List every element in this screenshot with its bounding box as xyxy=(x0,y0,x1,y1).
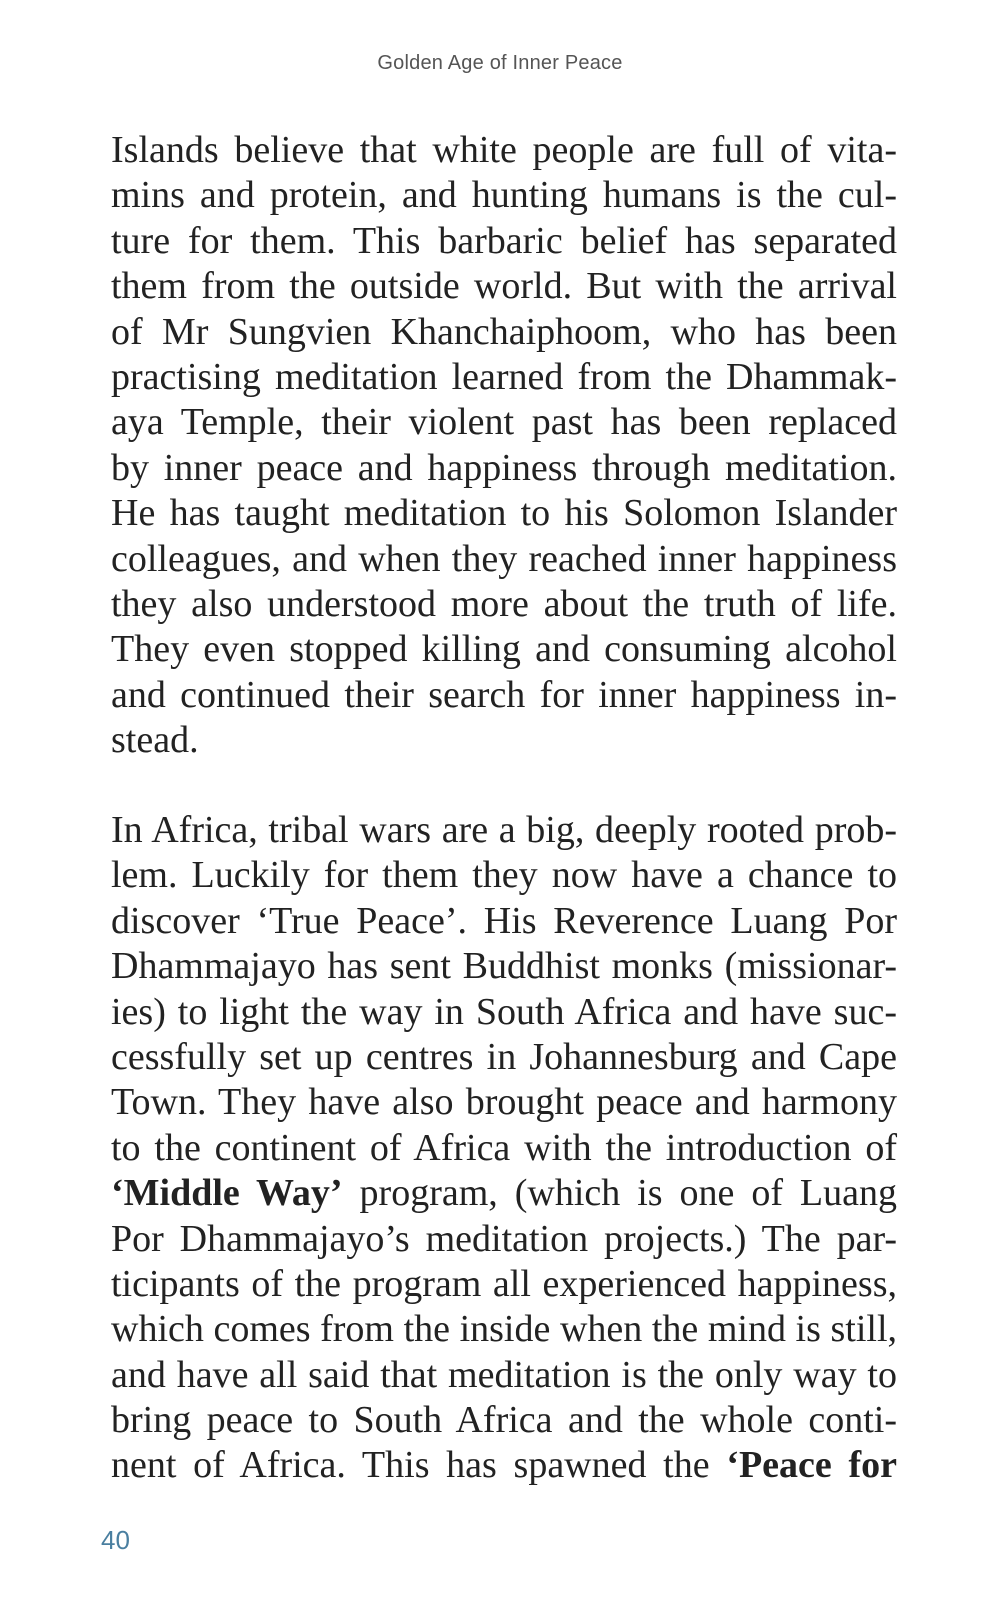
text-line: Islands believe that white people are full of vita- xyxy=(111,129,897,171)
text-line: cessfully set up centres in Johannesburg and Cape xyxy=(111,1035,897,1078)
text-line: Por Dhammajayo’s meditation projects.) The par- xyxy=(111,1217,897,1260)
text-line: stead. xyxy=(111,719,199,762)
text-line: mins and protein, and hunting humans is the cul- xyxy=(111,174,897,217)
text-line: He has taught meditation to his Solomon Islander xyxy=(111,492,897,535)
page-number: 40 xyxy=(101,1525,130,1555)
text-line-with-bold xyxy=(111,1443,897,1488)
text-line-with-bold xyxy=(111,1171,897,1216)
text-line: to the continent of Africa with the introduction of xyxy=(111,1126,897,1169)
text-line: aya Temple, their violent past has been replaced xyxy=(111,401,897,444)
text-line: them from the outside world. But with the arrival xyxy=(111,265,897,308)
text-line: which comes from the inside when the mind is still, xyxy=(111,1308,897,1351)
bold-term-middle-way: ‘Middle Way’ xyxy=(111,1172,343,1215)
paragraph-africa xyxy=(111,808,897,1489)
text-line: ies) to light the way in South Africa and have suc- xyxy=(111,990,897,1033)
text-line: of Mr Sungvien Khanchaiphoom, who has been xyxy=(111,310,897,353)
text-fragment: nent of Africa. This has spawned the xyxy=(111,1444,727,1487)
text-fragment: program, (which is one of Luang xyxy=(342,1172,897,1215)
text-line: lem. Luckily for them they now have a chance to xyxy=(111,854,897,897)
running-header: Golden Age of Inner Peace xyxy=(377,52,623,74)
text-line: ture for them. This barbaric belief has separated xyxy=(111,219,897,262)
text-line: by inner peace and happiness through meditation. xyxy=(111,446,897,489)
bold-term-peace-for: ‘Peace for xyxy=(726,1444,897,1487)
text-line: discover ‘True Peace’. His Reverence Luang Por xyxy=(111,899,897,942)
text-line: Dhammajayo has sent Buddhist monks (missionar- xyxy=(111,945,897,988)
text-line: In Africa, tribal wars are a big, deeply rooted prob- xyxy=(111,809,897,851)
text-line: they also understood more about the truth of life. xyxy=(111,582,897,625)
text-line: and have all said that meditation is the only way to xyxy=(111,1353,897,1396)
text-line: They even stopped killing and consuming alcohol xyxy=(111,628,897,671)
paragraph-solomon-islands xyxy=(111,128,897,763)
text-line: colleagues, and when they reached inner happiness xyxy=(111,537,897,580)
text-line: practising meditation learned from the Dhammak- xyxy=(111,355,897,398)
text-line: bring peace to South Africa and the whole conti- xyxy=(111,1399,897,1442)
text-line: Town. They have also brought peace and harmony xyxy=(111,1081,897,1124)
text-line: ticipants of the program all experienced happiness, xyxy=(111,1262,897,1305)
text-line: and continued their search for inner happiness in- xyxy=(111,673,897,716)
